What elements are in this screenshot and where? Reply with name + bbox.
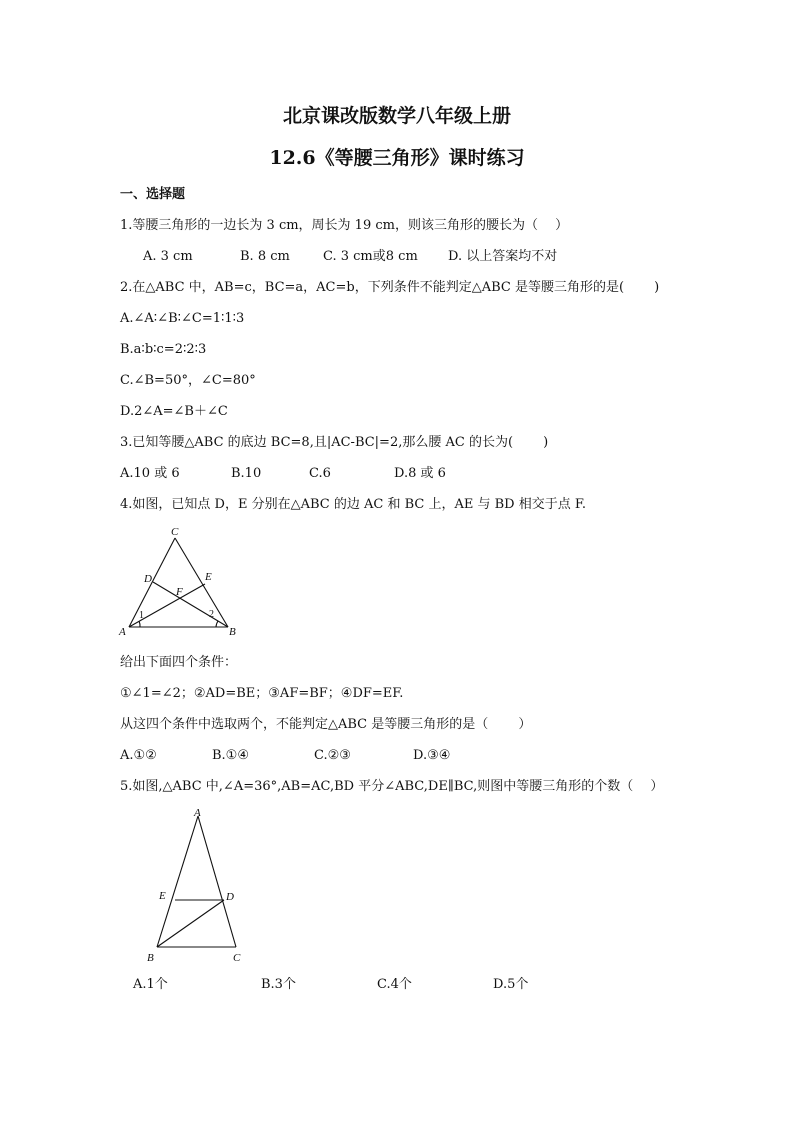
q5-side-ab bbox=[157, 816, 198, 947]
q4-angle-2-arc bbox=[216, 621, 218, 627]
question-5-figure bbox=[140, 806, 250, 966]
question-4-option-b: B.①④ bbox=[212, 748, 249, 763]
question-4-option-a: A.①② bbox=[120, 748, 157, 763]
question-5-text: 5.如图,△ABC 中,∠A=36°,AB=AC,BD 平分∠ABC,DE∥BC,则图中等腰三角形的个数（ ） bbox=[120, 779, 664, 794]
q4-label-b: B bbox=[229, 626, 236, 636]
question-5-option-b: B.3个 bbox=[261, 977, 296, 992]
q5-side-ac bbox=[198, 816, 236, 947]
question-1-option-a: A. 3 cm bbox=[143, 249, 193, 264]
question-1-option-d: D. 以上答案均不对 bbox=[448, 249, 558, 264]
question-4-text: 4.如图，已知点 D，E 分别在△ABC 的边 AC 和 BC 上，AE 与 BD 相交于点 F. bbox=[120, 497, 586, 512]
q4-label-c: C bbox=[171, 526, 179, 538]
question-5-option-d: D.5个 bbox=[493, 977, 529, 992]
page-subtitle: 12.6《等腰三角形》课时练习 bbox=[269, 147, 525, 169]
question-2-option-c: C.∠B=50°，∠C=80° bbox=[120, 373, 256, 388]
q5-label-a: A bbox=[194, 807, 201, 819]
question-1-option-b: B. 8 cm bbox=[240, 249, 290, 264]
q4-segment-bd bbox=[153, 582, 228, 627]
q4-label-angle-1: 1 bbox=[139, 610, 144, 621]
question-2-option-b: B.a∶b∶c=2∶2∶3 bbox=[120, 342, 207, 357]
question-5-option-a: A.1个 bbox=[133, 977, 168, 992]
q4-label-f: F bbox=[176, 586, 183, 598]
question-5-option-c: C.4个 bbox=[377, 977, 412, 992]
q4-label-d: D bbox=[144, 573, 152, 585]
question-3-option-a: A.10 或 6 bbox=[120, 466, 180, 481]
question-2-option-d: D.2∠A=∠B＋∠C bbox=[120, 404, 228, 419]
question-4-conditions: ①∠1=∠2；②AD=BE；③AF=BF；④DF=EF. bbox=[120, 686, 404, 701]
q4-label-angle-2: 2 bbox=[209, 609, 214, 620]
question-4-option-d: D.③④ bbox=[413, 748, 451, 763]
q5-segment-bd bbox=[157, 900, 224, 947]
q5-label-b: B bbox=[147, 952, 154, 964]
question-3-option-b: B.10 bbox=[231, 466, 262, 481]
q4-label-a: A bbox=[119, 626, 126, 636]
question-1-text: 1.等腰三角形的一边长为 3 cm，周长为 19 cm，则该三角形的腰长为（ ） bbox=[120, 218, 569, 233]
question-3-text: 3.已知等腰△ABC 的底边 BC=8,且|AC-BC|=2,那么腰 AC 的长为( ) bbox=[120, 435, 549, 450]
question-2-text: 2.在△ABC 中，AB=c，BC=a，AC=b，下列条件不能判定△ABC 是等腰三角形的是( ) bbox=[120, 280, 660, 295]
q5-label-c: C bbox=[233, 952, 241, 964]
question-2-option-a: A.∠A∶∠B∶∠C=1∶1∶3 bbox=[120, 311, 245, 326]
q5-label-d: D bbox=[226, 891, 234, 903]
q4-angle-1-arc bbox=[139, 621, 140, 627]
page-title: 北京课改版数学八年级上册 bbox=[282, 105, 511, 127]
question-3-option-d: D.8 或 6 bbox=[394, 466, 446, 481]
question-4-option-c: C.②③ bbox=[314, 748, 351, 763]
q4-side-bc bbox=[175, 538, 228, 627]
question-4-given: 给出下面四个条件： bbox=[120, 655, 238, 670]
question-4-figure bbox=[115, 524, 245, 636]
section-heading: 一、选择题 bbox=[120, 187, 186, 202]
question-4-ask: 从这四个条件中选取两个，不能判定△ABC 是等腰三角形的是（ ） bbox=[120, 717, 532, 732]
q5-label-e: E bbox=[159, 890, 166, 902]
question-1-option-c: C. 3 cm或8 cm bbox=[323, 249, 418, 264]
question-3-option-c: C.6 bbox=[309, 466, 331, 481]
q4-label-e: E bbox=[205, 571, 212, 583]
